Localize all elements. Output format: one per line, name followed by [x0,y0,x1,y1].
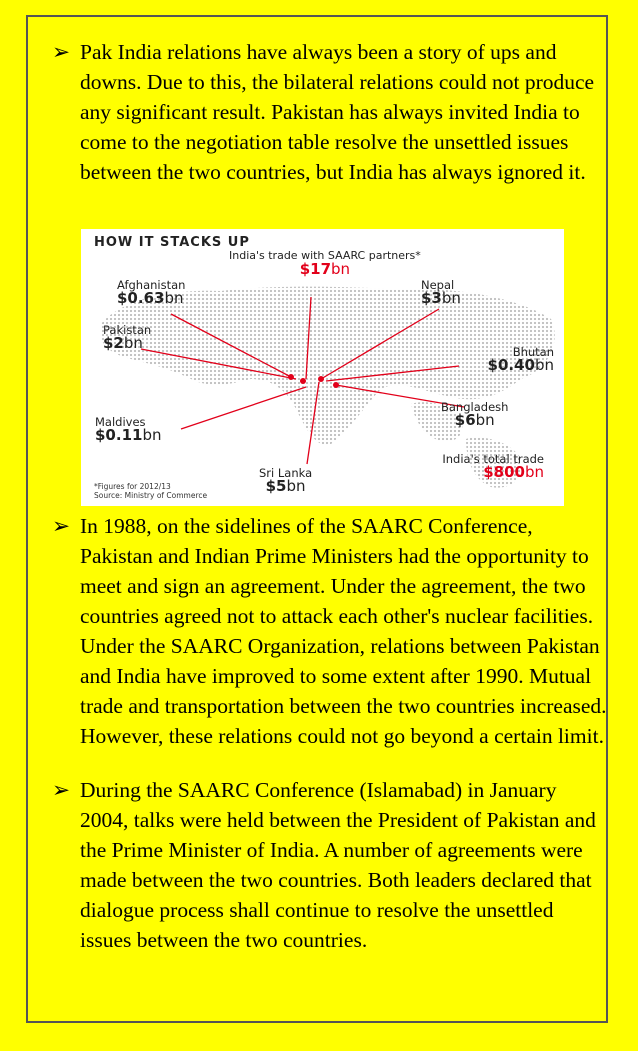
amount-unit: bn [534,356,554,375]
partner-name: Nepal [421,278,455,292]
partner-amount [488,358,554,374]
partner-label-bangladesh [441,401,508,429]
country-dot [318,376,324,382]
partner-label-maldives [95,416,161,444]
partner-amount [421,291,461,307]
bullet-text: In 1988, on the sidelines of the SAARC Conference, Pakistan and Indian Prime Ministers had the opportunity to meet and sign an agreement. Under the agreement, the two countries agreed not to attack each other's nuclear facilities. Under the SAARC Organization, relations between Pakistan and India have improved to some extent after 1990. Mutual trade and transportation between the two countries increased. However, these relations could not go beyond a certain limit. [80,514,607,748]
amount-unit: bn [123,334,143,353]
partner-label-nepal [421,279,461,307]
amount-number: $6 [454,411,476,430]
amount-unit: bn [441,289,461,308]
connector-line-maldives [181,387,306,429]
amount-unit: bn [142,426,162,445]
amount-number: $17 [299,259,332,278]
partner-name: Pakistan [103,323,152,337]
partner-name: Bangladesh [441,400,509,414]
total-label-text: India's total trade [442,452,544,466]
amount-number: $5 [265,477,287,496]
amount-number: $3 [421,289,442,308]
infographic-title: HOW IT STACKS UP [94,235,250,250]
bullet-text: During the SAARC Conference (Islamabad) in January 2004, talks were held between the President of Pakistan and the Prime Minister of India. A number of agreements were made between the two countries. Both leaders declared that dialogue process shall continue to resolve the unsettled issues between the two countries. [80,778,596,952]
amount-unit: bn [524,463,544,482]
amount-unit: bn [475,411,495,430]
amount-number: $0.63 [117,289,165,308]
amount-number: $0.40 [487,356,535,375]
center-amount [229,259,421,278]
amount-number: $0.11 [95,426,143,445]
partner-name: Bhutan [512,345,554,359]
country-dot [288,374,294,380]
bullet-paragraph [52,37,607,187]
arrow-bullet-icon: ➢ [52,514,71,538]
center-trade-label [229,250,421,277]
partner-name: Maldives [95,415,146,429]
footnote-text: *Figures for 2012/13 [94,482,171,491]
partner-amount [441,413,508,429]
arrow-bullet-icon: ➢ [52,778,71,802]
country-dot [300,378,306,384]
partner-amount [117,291,185,307]
partner-label-bhutan [488,346,554,374]
amount-unit: bn [164,289,184,308]
partner-amount [103,336,151,352]
partner-amount [95,428,161,444]
amount-unit: bn [286,477,306,496]
amount-number: $800 [483,463,525,482]
bullet-text: Pak India relations have always been a story of ups and downs. Due to this, the bilateral relations could not produce any significant result. Pakistan has always invited India to come to the negotiation table resolve the unsettled issues between the two countries, but India has always ignored it. [80,40,595,184]
bullet-paragraph [52,511,607,751]
amount-unit: bn [331,259,351,278]
country-dot [333,382,339,388]
center-label-text: India's trade with SAARC partners* [229,249,421,262]
total-amount [434,465,544,481]
infographic-footnote [94,482,207,500]
amount-number: $2 [103,334,124,353]
source-text: Source: Ministry of Commerce [94,491,208,500]
partner-name: Sri Lanka [259,466,313,480]
trade-infographic [81,229,564,506]
bullet-paragraph [52,775,607,955]
partner-label-pakistan [103,324,151,352]
arrow-bullet-icon: ➢ [52,40,71,64]
partner-name: Afghanistan [117,278,186,292]
partner-label-srilanka [259,467,312,495]
partner-label-afghanistan [117,279,185,307]
total-trade-label [434,453,544,481]
partner-amount [259,479,312,495]
